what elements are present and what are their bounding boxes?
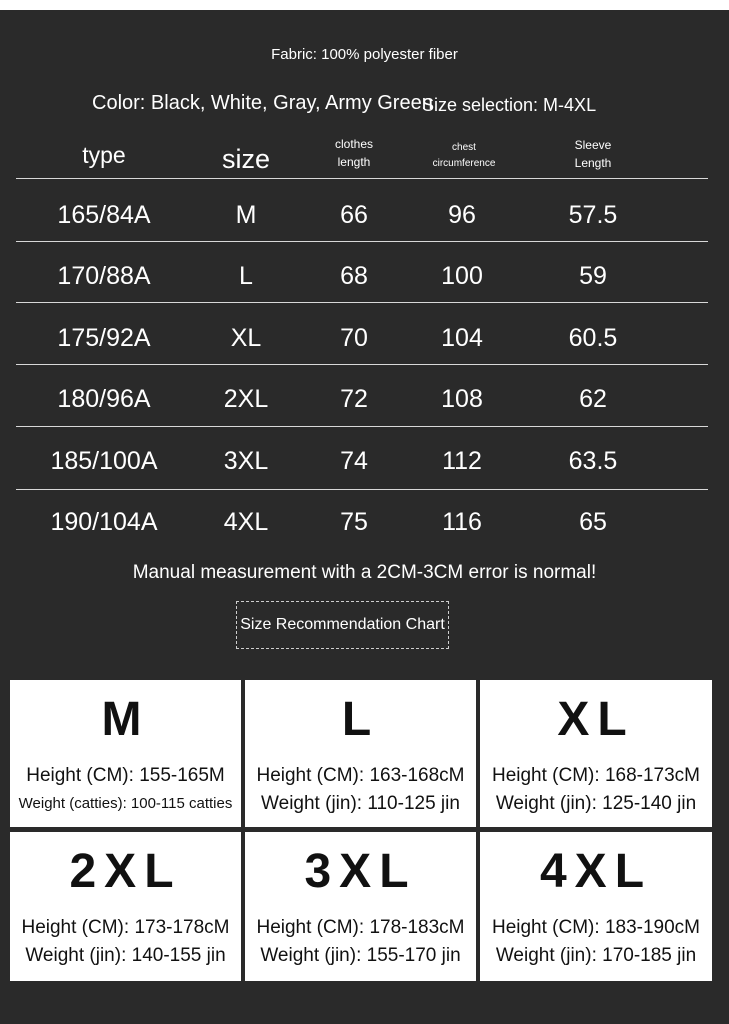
column-header-size: size [221,144,270,174]
card-weight: Weight (catties): 100-115 catties [18,795,233,812]
color-size-row [0,92,729,122]
card-size-label: 2XL [69,845,182,898]
cell-chest: 104 [441,324,483,352]
column-header-chest [414,140,514,172]
card-size-label: 3XL [304,845,417,898]
cell-length: 70 [340,324,368,352]
recommendation-card-3xl [245,832,476,981]
cell-type: 175/92A [57,324,151,352]
size-chart-panel [0,10,729,1024]
column-header-chest-line1: chest [452,142,476,153]
table-row [0,246,729,306]
table-row [0,431,729,491]
card-height: Height (CM): 173-178cM [21,917,230,938]
cell-type: 170/88A [57,262,151,290]
column-header-length-line1: clothes [334,137,374,151]
column-header-length-line2: length [337,155,371,169]
card-weight: Weight (jin): 140-155 jin [25,945,226,966]
cell-sleeve: 60.5 [568,324,618,352]
table-row [0,369,729,429]
column-header-sleeve-line1: Sleeve [574,138,612,152]
cell-size: M [235,201,257,229]
recommendation-card-4xl [480,832,712,981]
cell-chest: 112 [442,447,482,475]
column-header-sleeve [543,136,643,172]
cell-size: XL [230,324,262,352]
card-height: Height (CM): 155-165M [26,765,225,786]
cell-size: L [239,262,253,290]
size-selection-info: Size selection: M-4XL [422,95,597,115]
cell-type: 190/104A [50,508,158,536]
cell-length: 74 [340,447,368,475]
cell-size: 4XL [223,508,269,536]
color-info: Color: Black, White, Gray, Army Green [92,92,433,114]
card-weight: Weight (jin): 155-170 jin [260,945,461,966]
card-weight: Weight (jin): 125-140 jin [495,793,697,814]
cell-sleeve: 59 [579,262,607,290]
card-weight: Weight (jin): 110-125 jin [261,793,460,814]
table-row [0,185,729,245]
card-size-label: 4XL [539,845,653,898]
card-size-label: L [341,693,380,746]
card-height: Height (CM): 168-173cM [491,765,701,786]
cell-sleeve: 65 [579,508,607,536]
card-size-label: M [101,693,150,746]
cell-length: 72 [340,385,368,413]
cell-chest: 96 [448,201,476,229]
column-header-chest-line2: circumference [432,158,496,169]
cell-length: 68 [340,262,368,290]
cell-size: 3XL [223,447,269,475]
cell-sleeve: 63.5 [568,447,618,475]
cell-length: 66 [340,201,368,229]
card-height: Height (CM): 178-183cM [256,917,465,938]
recommendation-card-m [10,680,241,827]
recommendation-card-xl [480,680,712,827]
card-height: Height (CM): 183-190cM [491,917,701,938]
card-weight: Weight (jin): 170-185 jin [495,945,697,966]
table-row [0,308,729,368]
table-row [0,492,729,552]
fabric-info: Fabric: 100% polyester fiber [271,46,458,63]
cell-length: 75 [340,508,368,536]
column-header-sleeve-line2: Length [574,156,612,170]
recommendation-card-l [245,680,476,827]
cell-chest: 108 [441,385,483,413]
cell-chest: 116 [442,508,482,536]
cell-sleeve: 57.5 [568,201,618,229]
recommendation-card-2xl [10,832,241,981]
cell-sleeve: 62 [579,385,607,413]
cell-type: 165/84A [57,201,151,229]
cell-size: 2XL [223,385,269,413]
card-height: Height (CM): 163-168cM [256,765,465,786]
cell-type: 180/96A [57,385,151,413]
cell-chest: 100 [441,262,483,290]
size-recommendation-chart-label: Size Recommendation Chart [236,601,449,649]
column-header-type: type [82,142,126,168]
measurement-note: Manual measurement with a 2CM-3CM error is normal! [132,562,597,583]
cell-type: 185/100A [50,447,158,475]
column-header-length [304,135,404,171]
table-divider [16,178,708,179]
card-size-label: XL [557,693,635,746]
